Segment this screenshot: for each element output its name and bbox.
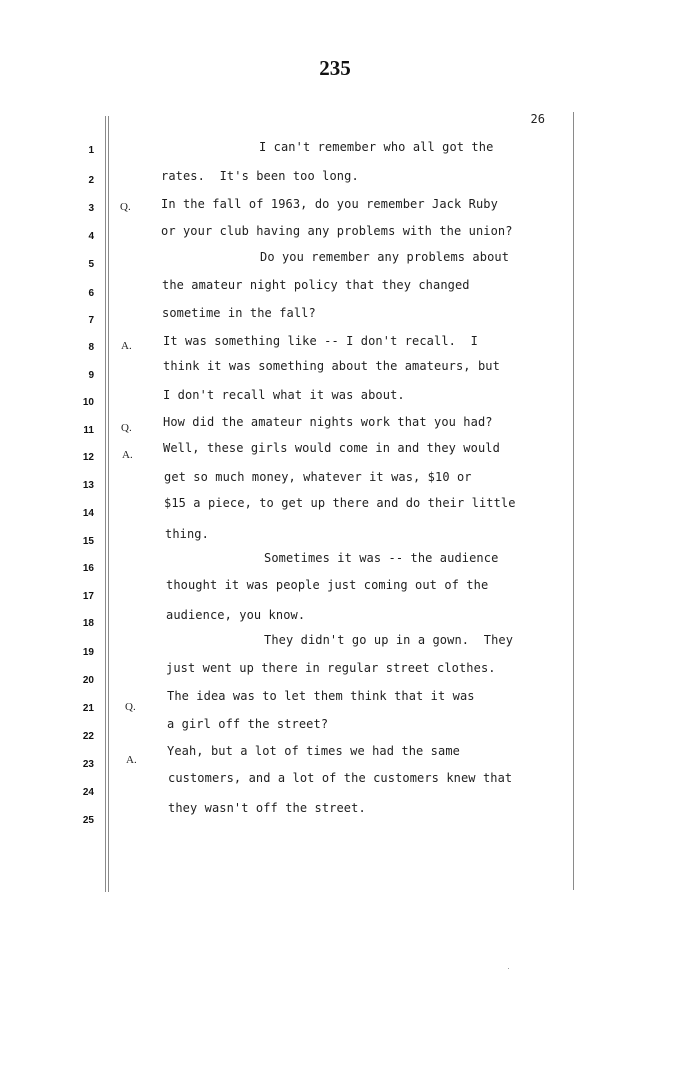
line-number: 25 bbox=[82, 815, 94, 826]
line-number: 1 bbox=[88, 145, 94, 156]
transcript-line: They didn't go up in a gown. They bbox=[264, 633, 514, 647]
line-number: 3 bbox=[88, 203, 94, 214]
speaker-answer: A. bbox=[121, 340, 132, 352]
speaker-question: Q. bbox=[121, 422, 132, 434]
line-number: 6 bbox=[88, 288, 94, 299]
line-number: 2 bbox=[88, 175, 94, 186]
speaker-question: Q. bbox=[125, 701, 136, 713]
line-number: 11 bbox=[83, 425, 94, 436]
transcript-page-number: 26 bbox=[530, 112, 545, 126]
transcript-line: rates. It's been too long. bbox=[161, 169, 359, 183]
line-number: 16 bbox=[82, 563, 94, 574]
transcript-line: just went up there in regular street clothes. bbox=[166, 661, 496, 675]
transcript-line: Yeah, but a lot of times we had the same bbox=[167, 744, 460, 758]
transcript-line: It was something like -- I don't recall. I bbox=[163, 334, 478, 348]
line-number: 23 bbox=[82, 759, 94, 770]
right-margin-rule bbox=[573, 112, 574, 890]
transcript-line: Do you remember any problems about bbox=[260, 250, 510, 264]
speaker-answer: A. bbox=[122, 449, 133, 461]
line-number: 10 bbox=[82, 397, 94, 408]
line-number: 12 bbox=[82, 452, 94, 463]
transcript-line: In the fall of 1963, do you remember Jack Ruby bbox=[161, 197, 498, 211]
transcript-line: Sometimes it was -- the audience bbox=[264, 551, 499, 565]
transcript-line: I can't remember who all got the bbox=[259, 140, 494, 154]
transcript-line: they wasn't off the street. bbox=[168, 801, 366, 815]
line-number: 20 bbox=[82, 675, 94, 686]
transcript-line: How did the amateur nights work that you had? bbox=[163, 415, 493, 429]
exhibit-page-number: 235 bbox=[319, 56, 351, 80]
line-number: 4 bbox=[88, 231, 94, 242]
line-number: 5 bbox=[88, 259, 94, 270]
transcript-line: think it was something about the amateurs, but bbox=[163, 359, 500, 373]
transcript-line: The idea was to let them think that it was bbox=[167, 689, 475, 703]
transcript-line: I don't recall what it was about. bbox=[163, 388, 405, 402]
left-margin-rule bbox=[105, 116, 106, 892]
transcript-line: thing. bbox=[165, 527, 209, 541]
line-number: 9 bbox=[88, 370, 94, 381]
scan-speck bbox=[508, 968, 509, 969]
transcript-line: or your club having any problems with the union? bbox=[161, 224, 513, 238]
line-number: 18 bbox=[82, 618, 94, 629]
line-number: 13 bbox=[82, 480, 94, 491]
speaker-answer: A. bbox=[126, 754, 137, 766]
transcript-line: audience, you know. bbox=[166, 608, 306, 622]
transcript-line: thought it was people just coming out of the bbox=[166, 578, 489, 592]
line-number: 21 bbox=[82, 703, 94, 714]
line-number: 15 bbox=[82, 536, 94, 547]
transcript-line: customers, and a lot of the customers knew that bbox=[168, 771, 513, 785]
transcript-line: a girl off the street? bbox=[167, 717, 329, 731]
line-number: 24 bbox=[82, 787, 94, 798]
transcript-line: the amateur night policy that they changed bbox=[162, 278, 470, 292]
left-margin-rule-inner bbox=[108, 116, 109, 892]
line-number: 19 bbox=[82, 647, 94, 658]
line-number: 17 bbox=[82, 591, 94, 602]
line-number: 8 bbox=[88, 342, 94, 353]
transcript-line: $15 a piece, to get up there and do their little bbox=[164, 496, 516, 510]
line-number: 7 bbox=[88, 315, 94, 326]
line-number: 22 bbox=[82, 731, 94, 742]
speaker-question: Q. bbox=[120, 201, 131, 213]
transcript-line: get so much money, whatever it was, $10 or bbox=[164, 470, 472, 484]
transcript-line: sometime in the fall? bbox=[162, 306, 316, 320]
line-number: 14 bbox=[82, 508, 94, 519]
transcript-line: Well, these girls would come in and they would bbox=[163, 441, 500, 455]
